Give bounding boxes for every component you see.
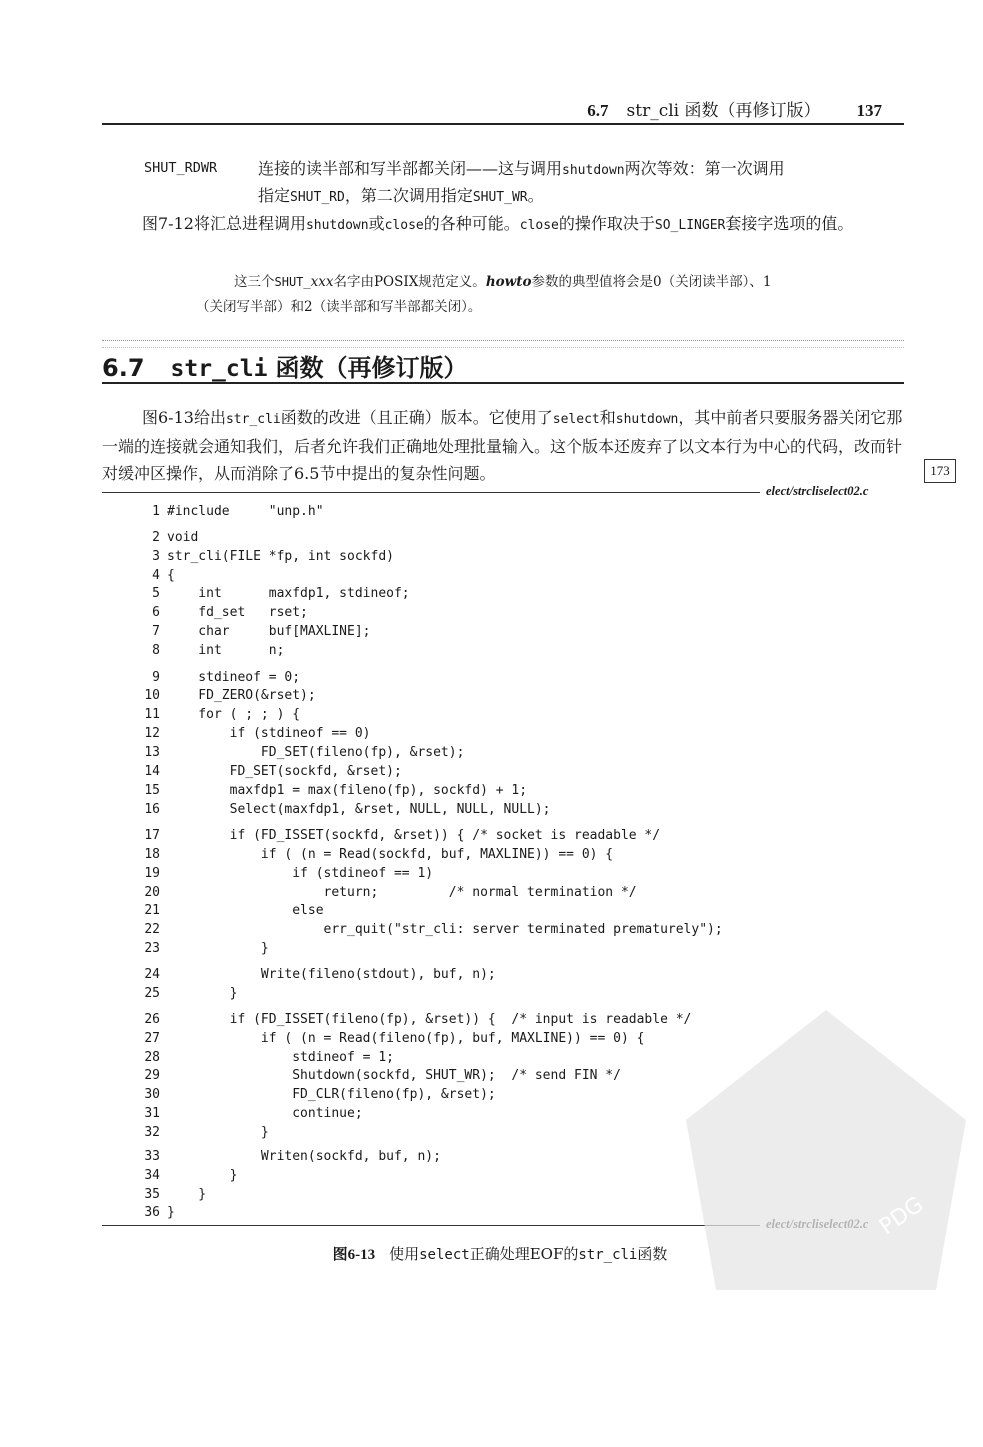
desc-text: 连接的读半部和写半部都关闭——这与调用 — [258, 159, 563, 178]
desc-text: ，第二次调用指定 — [344, 186, 473, 205]
code-line — [142, 800, 551, 819]
header-section-number: 6.7 — [587, 101, 609, 120]
line-number: 33 — [144, 1149, 160, 1164]
code-line — [142, 668, 300, 687]
code-text: if (FD_ISSET(sockfd, &rset)) { /* socket is readable */ — [167, 828, 661, 843]
line-number: 3 — [152, 549, 160, 564]
code-line — [142, 826, 660, 845]
paragraph-figure-6-13 — [102, 404, 904, 487]
para-text: 或 — [368, 214, 385, 233]
note-text: 名字由POSIX规范定义。 — [333, 274, 486, 290]
note-text: 参数的典型值将会是0（关闭读半部）、1 — [531, 274, 772, 290]
code-line — [142, 686, 316, 705]
line-number: 31 — [144, 1106, 160, 1121]
code-line — [142, 845, 613, 864]
line-number: 30 — [144, 1087, 160, 1102]
code-text: continue; — [167, 1106, 363, 1121]
code-text: } — [167, 1205, 175, 1220]
line-number: 29 — [144, 1068, 160, 1083]
desc-text: 指定 — [258, 186, 291, 205]
desc-line-2 — [258, 183, 904, 210]
para-code: close — [519, 218, 559, 233]
section-title: 函数（再修订版） — [275, 354, 468, 382]
code-line — [142, 781, 527, 800]
code-line — [142, 1185, 206, 1204]
code-text: char buf[MAXLINE]; — [167, 624, 371, 639]
code-text: Select(maxfdp1, &rset, NULL, NULL, NULL); — [167, 802, 551, 817]
code-text: if (FD_ISSET(fileno(fp), &rset)) { /* input is readable */ — [167, 1012, 692, 1027]
code-line — [142, 547, 394, 566]
code-line — [142, 1066, 621, 1085]
line-number: 8 — [152, 643, 160, 658]
code-line — [142, 1166, 237, 1185]
code-line — [142, 528, 198, 547]
desc-text: 两次等效：第一次调用 — [624, 159, 785, 178]
code-line — [142, 724, 371, 743]
listing-top-rule — [102, 492, 760, 493]
code-text: if (stdineof == 1) — [167, 866, 434, 881]
seal-text: PDG — [875, 1192, 929, 1240]
section-code: str_cli — [170, 356, 268, 382]
line-number: 18 — [144, 847, 160, 862]
code-line — [142, 1147, 441, 1166]
section-top-border — [102, 340, 904, 348]
code-line — [142, 584, 410, 603]
line-number: 21 — [144, 903, 160, 918]
code-text: int maxfdp1, stdineof; — [167, 586, 410, 601]
code-text: return; /* normal termination */ — [167, 885, 637, 900]
section-heading — [102, 348, 467, 383]
note-text: 这三个 — [234, 274, 275, 290]
line-number: 27 — [144, 1031, 160, 1046]
line-number: 19 — [144, 866, 160, 881]
note-italic: xxx — [310, 274, 334, 290]
line-number: 5 — [152, 586, 160, 601]
para-code: select — [552, 412, 600, 427]
caption-code: select — [419, 1247, 470, 1263]
listing-filename-top: elect/strcliselect02.c — [766, 484, 869, 498]
code-line — [142, 705, 300, 724]
code-line — [142, 622, 371, 641]
line-number: 32 — [144, 1125, 160, 1140]
code-text: FD_SET(fileno(fp), &rset); — [167, 745, 465, 760]
line-number: 35 — [144, 1187, 160, 1202]
line-number: 2 — [152, 530, 160, 545]
para-text: 函数的改进（且正确）版本。它使用了 — [280, 408, 553, 427]
line-number: 26 — [144, 1012, 160, 1027]
line-number: 6 — [152, 605, 160, 620]
desc-code: SHUT_WR — [472, 190, 528, 205]
code-line — [142, 1010, 691, 1029]
para-code: close — [384, 218, 424, 233]
code-text: FD_SET(sockfd, &rset); — [167, 764, 402, 779]
caption-figure-number: 图6-13 — [332, 1247, 376, 1263]
line-number: 24 — [144, 967, 160, 982]
line-number: 16 — [144, 802, 160, 817]
line-number: 4 — [152, 568, 160, 583]
header-text — [587, 96, 882, 121]
code-text: } — [167, 1125, 269, 1140]
line-number: 12 — [144, 726, 160, 741]
section-number: 6.7 — [102, 354, 145, 382]
caption-text: 正确处理EOF的 — [469, 1245, 579, 1263]
para-text: 和 — [599, 408, 616, 427]
code-line — [142, 1104, 363, 1123]
line-number: 36 — [144, 1205, 160, 1220]
caption-code: str_cli — [578, 1247, 638, 1263]
code-text: str_cli(FILE *fp, int sockfd) — [167, 549, 394, 564]
caption-text: 使用 — [389, 1245, 420, 1263]
line-number: 9 — [152, 670, 160, 685]
code-line — [142, 641, 284, 660]
original-page-number-box: 173 — [924, 459, 956, 483]
code-line — [142, 1048, 394, 1067]
code-line — [142, 864, 433, 883]
line-number: 17 — [144, 828, 160, 843]
line-number: 11 — [144, 707, 160, 722]
code-text: { — [167, 568, 175, 583]
code-line — [142, 502, 324, 521]
code-line — [142, 883, 637, 902]
line-number: 15 — [144, 783, 160, 798]
header-rule — [102, 123, 904, 125]
para-code: shutdown — [615, 412, 679, 427]
code-line — [142, 984, 237, 1003]
seal-shape — [686, 1010, 966, 1290]
line-number: 28 — [144, 1050, 160, 1065]
code-text: void — [167, 530, 199, 545]
code-text: } — [167, 1168, 238, 1183]
para-text: 套接字选项的值。 — [725, 214, 854, 233]
code-text: Writen(sockfd, buf, n); — [167, 1149, 441, 1164]
code-line — [142, 566, 175, 585]
line-number: 22 — [144, 922, 160, 937]
code-text: fd_set rset; — [167, 605, 308, 620]
code-line — [142, 762, 402, 781]
code-text: FD_ZERO(&rset); — [167, 688, 316, 703]
line-number: 23 — [144, 941, 160, 956]
header-title: str_cli 函数（再修订版） — [626, 101, 821, 121]
code-line — [142, 901, 324, 920]
para-text: 图6-13给出 — [142, 408, 226, 427]
header-page-number: 137 — [856, 101, 882, 120]
code-text: if (stdineof == 0) — [167, 726, 371, 741]
note-italic: howto — [485, 274, 532, 290]
code-line — [142, 1085, 496, 1104]
shut-rdwr-description — [258, 156, 904, 210]
code-line — [142, 743, 464, 762]
para-code: SO_LINGER — [654, 218, 726, 233]
para-code: str_cli — [225, 412, 281, 427]
line-number: 34 — [144, 1168, 160, 1183]
code-line — [142, 939, 269, 958]
line-number: 1 — [152, 504, 160, 519]
code-text: stdineof = 0; — [167, 670, 301, 685]
code-line — [142, 920, 723, 939]
listing-bottom-rule — [102, 1225, 760, 1226]
line-number: 25 — [144, 986, 160, 1001]
code-text: else — [167, 903, 324, 918]
para-text: 图7-12将汇总进程调用 — [142, 214, 306, 233]
code-line — [142, 965, 496, 984]
code-text: } — [167, 986, 238, 1001]
code-text: } — [167, 941, 269, 956]
code-line — [142, 603, 308, 622]
para-text: ，其中前者只要服务器关闭它那一端的连接就会通知我们，后者允许我们正确地处理批量输入。这个版本还废弃了以文本行为中心的代码，改而针对缓冲区操作，从而消除了6.5节中提出的复杂性问题。 — [102, 408, 903, 483]
line-number: 7 — [152, 624, 160, 639]
code-text: stdineof = 1; — [167, 1050, 394, 1065]
paragraph-figure-7-12 — [102, 211, 904, 239]
line-number: 14 — [144, 764, 160, 779]
desc-code: shutdown — [562, 163, 625, 178]
code-line — [142, 1123, 269, 1142]
code-line — [142, 1029, 644, 1048]
line-number: 13 — [144, 745, 160, 760]
desc-code: SHUT_RD — [290, 190, 345, 205]
watermark-seal — [676, 1000, 976, 1300]
para-text: 的操作取决于 — [558, 214, 655, 233]
line-number: 20 — [144, 885, 160, 900]
note-code: SHUT_ — [274, 275, 311, 289]
code-line — [142, 1203, 175, 1222]
caption-text: 函数 — [637, 1245, 668, 1263]
code-text: } — [167, 1187, 207, 1202]
shut-rdwr-term: SHUT_RDWR — [144, 160, 218, 176]
code-text: if ( (n = Read(fileno(fp), buf, MAXLINE)) == 0) { — [167, 1031, 645, 1046]
code-text: int n; — [167, 643, 285, 658]
code-text: for ( ; ; ) { — [167, 707, 301, 722]
section-rule — [102, 382, 904, 384]
desc-text: 。 — [527, 186, 544, 205]
posix-note — [196, 270, 906, 320]
code-text: err_quit("str_cli: server terminated prematurely"); — [167, 922, 723, 937]
para-text: 的各种可能。 — [423, 214, 520, 233]
note-text: （关闭写半部）和2（读半部和写半部都关闭）。 — [196, 299, 482, 315]
line-number: 10 — [144, 688, 160, 703]
code-text: maxfdp1 = max(fileno(fp), sockfd) + 1; — [167, 783, 528, 798]
para-code: shutdown — [305, 218, 369, 233]
code-text: Write(fileno(stdout), buf, n); — [167, 967, 496, 982]
code-text: Shutdown(sockfd, SHUT_WR); /* send FIN */ — [167, 1068, 621, 1083]
code-text: FD_CLR(fileno(fp), &rset); — [167, 1087, 496, 1102]
running-header — [102, 94, 904, 124]
code-text: if ( (n = Read(sockfd, buf, MAXLINE)) == 0) { — [167, 847, 614, 862]
code-text: #include "unp.h" — [167, 504, 324, 519]
